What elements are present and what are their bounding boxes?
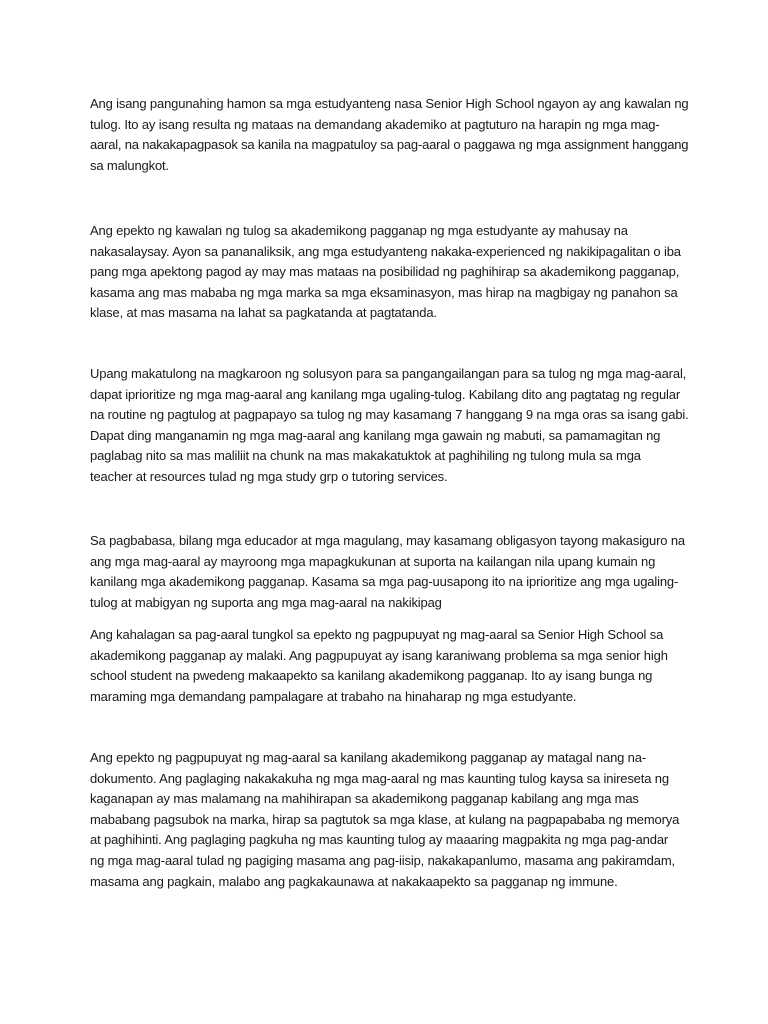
paragraph-line: kasama ang mas mababa ng mga marka sa mga eksaminasyon, mas hirap na magbigay ng panahon sa <box>90 284 678 300</box>
paragraph-line: dokumento. Ang paglaging nakakakuha ng mga mag-aaral ng mas kaunting tulog kaysa sa inireseta ng <box>90 770 669 786</box>
paragraph-line: Ang kahalagan sa pag-aaral tungkol sa epekto ng pagpupuyat ng mag-aaral sa Senior High School sa <box>90 627 664 642</box>
paragraph-line: ang mga mag-aaral ay mayroong mga mapagkukunan at suporta na kailangan nila upang kumain ng <box>90 553 656 569</box>
paragraph-line: paglabag nito sa mas maliliit na chunk na mas makakatuktok at paghihiling ng tulong mula sa mga <box>90 448 641 464</box>
paragraph-3 <box>90 364 690 488</box>
paragraph-line: ng mga mag-aaral tulad ng pagiging masama ang pag-iisip, nakakapanlumo, masama ang pakiramdam, <box>90 852 675 868</box>
paragraph-1 <box>90 94 690 176</box>
paragraph-line: tulog. Ito ay isang resulta ng mataas na demandang akademiko at pagtuturo na harapin ng mga mag- <box>90 116 660 132</box>
paragraph-line: Sa pagbabasa, bilang mga educador at mga magulang, may kasamang obligasyon tayong makasiguro na <box>90 533 685 548</box>
paragraph-5 <box>90 625 690 707</box>
paragraph-4 <box>90 531 690 613</box>
paragraph-line: Upang makatulong na magkaroon ng solusyon para sa pangangailangan para sa tulog ng mga mag-aaral, <box>90 366 687 381</box>
paragraph-line: Ang epekto ng pagpupuyat ng mag-aaral sa kanilang akademikong pagganap ay matagal nang na- <box>90 750 647 765</box>
paragraph-line: sa malungkot. <box>90 157 169 173</box>
paragraph-line: na routine ng pagtulog at pagpapayo sa tulog ng may kasamang 7 hanggang 9 na mga oras sa isang gabi. <box>90 407 689 423</box>
paragraph-line: pang mga apektong pagod ay may mas mataas na posibilidad ng paghihirap sa akademikong pagganap, <box>90 264 680 280</box>
paragraph-line: teacher at resources tulad ng mga study grp o tutoring services. <box>90 468 448 484</box>
paragraph-line: Dapat ding manganamin ng mga mag-aaral ang kanilang mga gawain ng mabuti, sa pamamagitan ng <box>90 427 661 443</box>
paragraph-line: Ang isang pangunahing hamon sa mga estudyanteng nasa Senior High School ngayon ay ang kawalan ng <box>90 96 689 111</box>
paragraph-line: tulog at mabigyan ng suporta ang mga mag-aaral na nakikipag <box>90 594 442 610</box>
paragraph-line: dapat iprioritize ng mga mag-aaral ang kanilang mga ugaling-tulog. Kabilang dito ang pagtatag ng regular <box>90 386 681 402</box>
paragraph-6 <box>90 748 690 892</box>
paragraph-line: school student na pwedeng makaapekto sa kanilang akademikong pagganap. Ito ay isang bunga ng <box>90 668 653 684</box>
paragraph-line: masama ang pagkain, malabo ang pagkakaunawa at nakakaapekto sa pagganap ng immune. <box>90 873 618 889</box>
paragraph-line: nakasalaysay. Ayon sa pananaliksik, ang mga estudyanteng nakaka-experienced ng nakikipagalitan o iba <box>90 243 681 259</box>
paragraph-line: at paghihinti. Ang paglaging pagkuha ng mas kaunting tulog ay maaaring magpakita ng mga pag-andar <box>90 832 669 848</box>
paragraph-line: kaganapan ay mas malamang na mahihirapan sa akademikong pagganap kabilang ang mga mas <box>90 791 639 807</box>
paragraph-line: mababang pagsubok na marka, hirap sa pagtutok sa mga klase, at kulang na pagpapababa ng memorya <box>90 811 680 827</box>
paragraph-line: maraming mga demandang pampalagare at trabaho na hinaharap ng mga estudyante. <box>90 688 577 704</box>
paragraph-line: klase, at mas masama na lahat sa pagkatanda at pagtatanda. <box>90 305 437 321</box>
paragraph-2 <box>90 221 690 324</box>
paragraph-line: kanilang mga akademikong pagganap. Kasama sa mga pag-uusapong ito na iprioritize ang mga ugaling- <box>90 574 679 590</box>
paragraph-line: aaral, na nakakapagpasok sa kanila na magpatuloy sa pag-aaral o paggawa ng mga assignment hanggang <box>90 137 689 153</box>
paragraph-line: akademikong pagganap ay malaki. Ang pagpupuyat ay isang karaniwang problema sa mga senior high <box>90 647 668 663</box>
paragraph-line: Ang epekto ng kawalan ng tulog sa akademikong pagganap ng mga estudyante ay mahusay na <box>90 223 628 238</box>
